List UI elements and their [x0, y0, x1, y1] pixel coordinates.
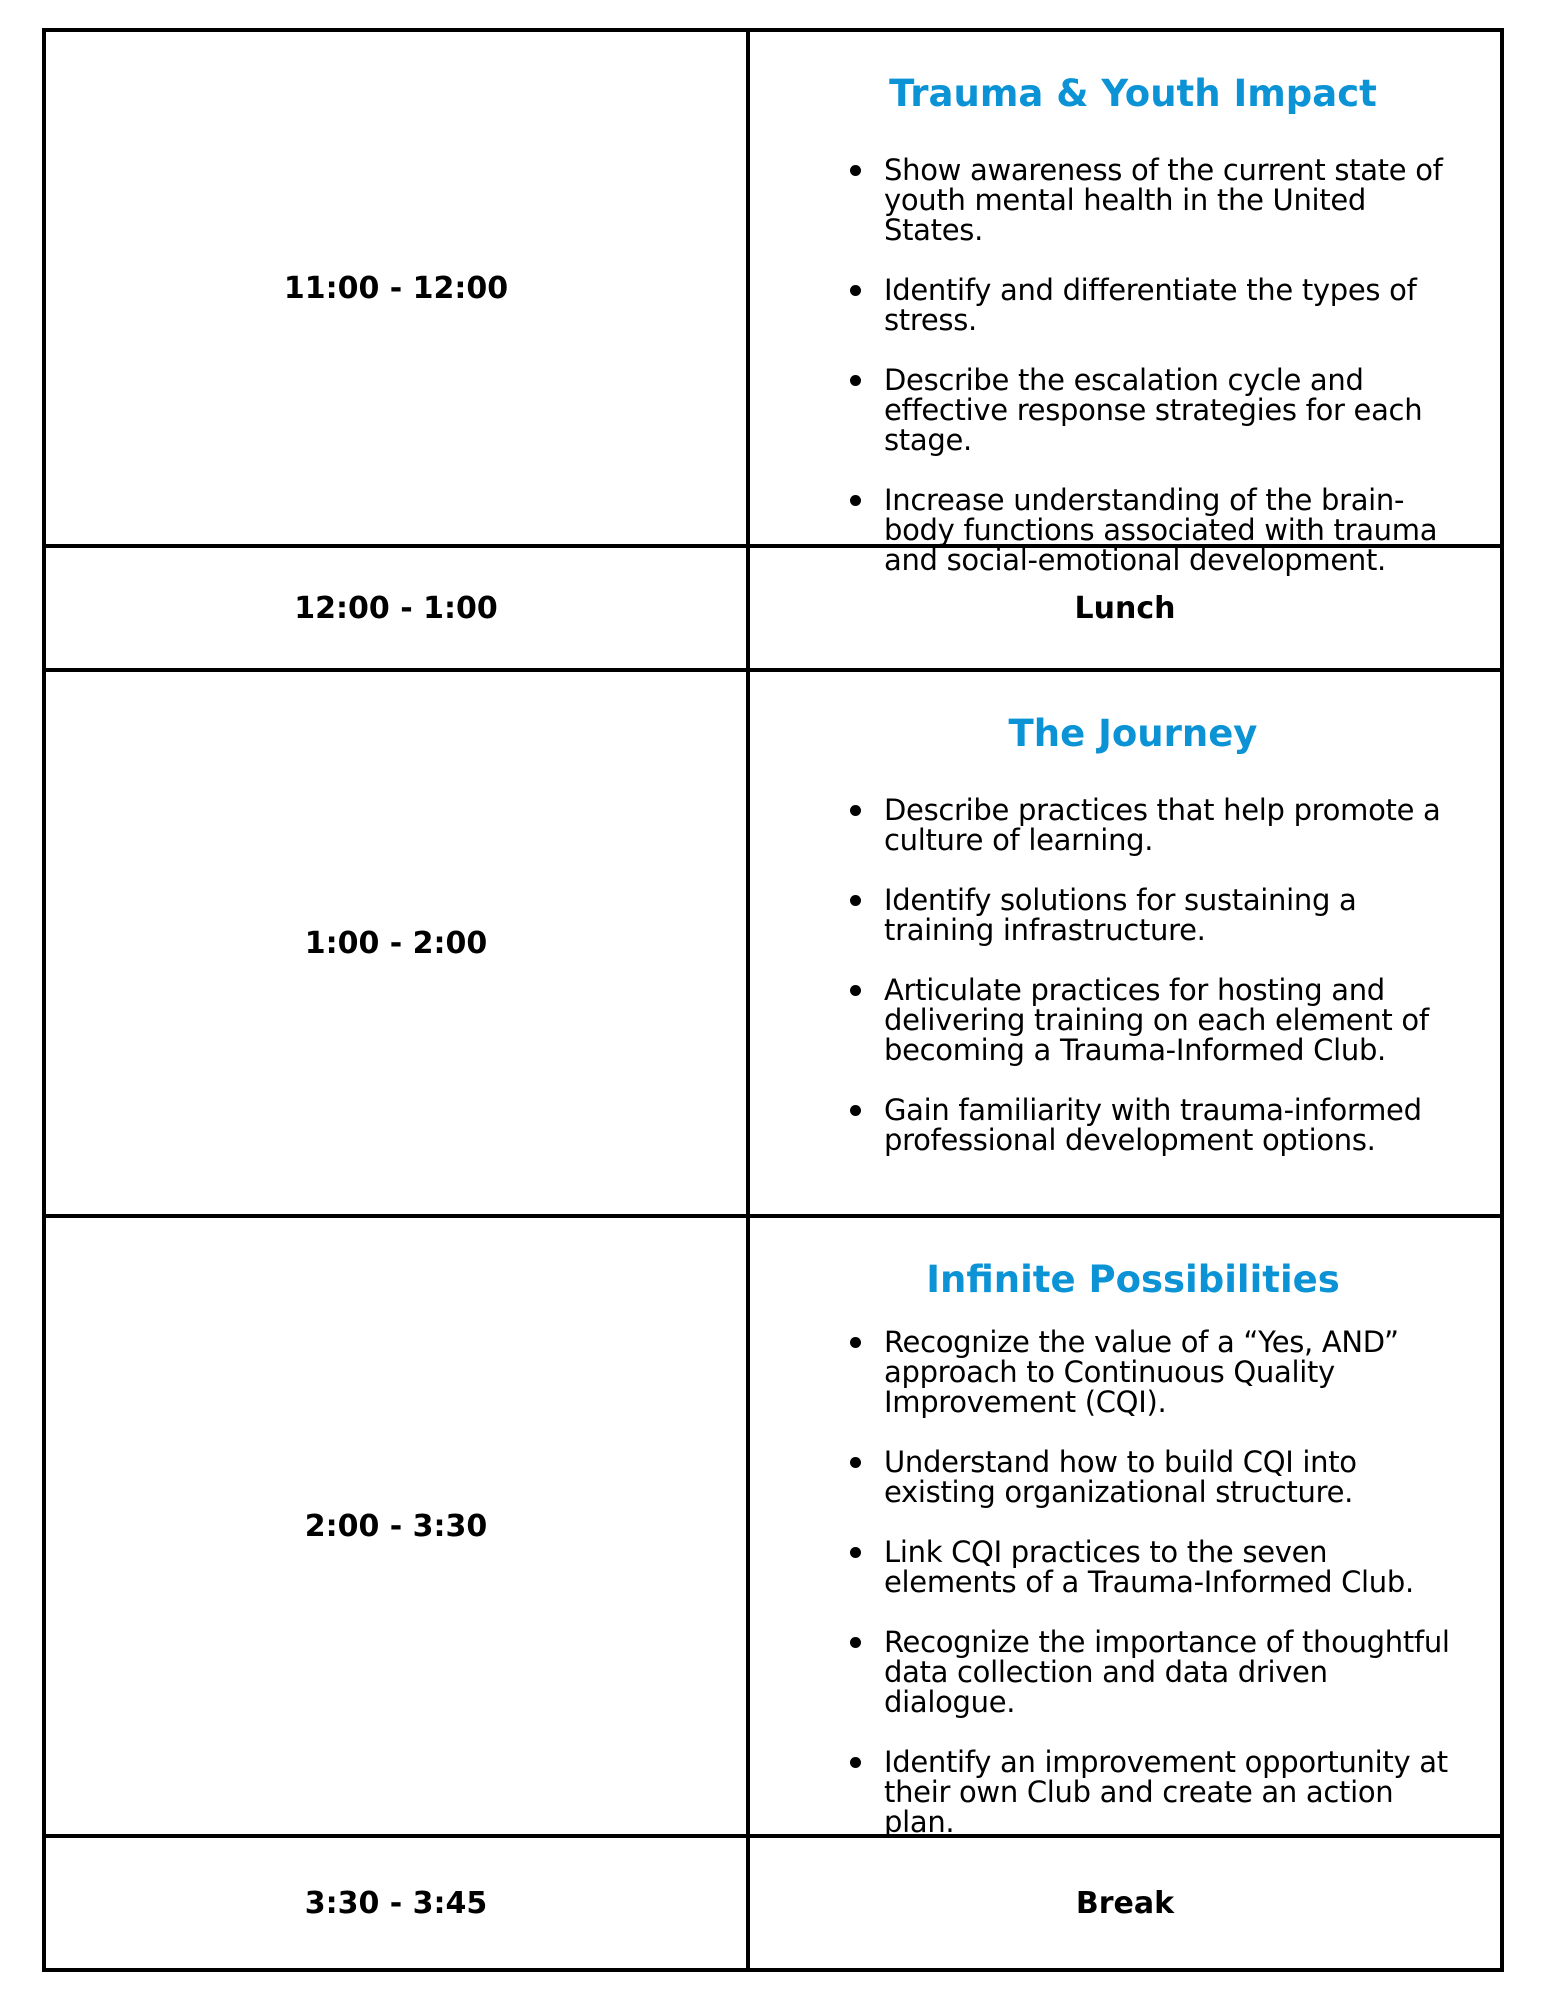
- objective-text: Link CQI practices to the seven elements of a Trauma-Informed Club.: [884, 1534, 1414, 1599]
- bullet-icon: [850, 805, 861, 816]
- objective-list: [800, 152, 1466, 605]
- objective-text: Recognize the value of a “Yes, AND” approach to Continuous Quality Improvement (CQI).: [884, 1324, 1399, 1419]
- bullet-icon: [850, 985, 861, 996]
- time-label: 11:00 - 12:00: [283, 270, 509, 306]
- objective-text: Show awareness of the current state of youth mental health in the United States.: [884, 152, 1443, 247]
- session-title: Trauma & Youth Impact: [889, 72, 1377, 115]
- time-label: 1:00 - 2:00: [304, 925, 488, 961]
- objective-text: Recognize the importance of thoughtful data collection and data driven dialogue.: [884, 1624, 1450, 1719]
- time-cell-1: [46, 32, 750, 548]
- objective-list: [800, 1324, 1466, 1867]
- objective-text: Describe practices that help promote a culture of learning.: [884, 792, 1441, 857]
- list-item: [800, 362, 1466, 457]
- objective-text: Articulate practices for hosting and delivering training on each element of becoming a Trauma-Informed Club.: [884, 972, 1429, 1067]
- objective-text: Describe the escalation cycle and effective response strategies for each stage.: [884, 362, 1423, 457]
- bullet-icon: [850, 1757, 861, 1768]
- list-item: [800, 792, 1466, 857]
- bullet-icon: [850, 375, 861, 386]
- time-cell-2: [46, 548, 750, 672]
- list-item: [800, 1534, 1466, 1599]
- list-item: [800, 1744, 1466, 1839]
- schedule-table: [42, 28, 1504, 1972]
- list-item: [800, 1324, 1466, 1419]
- bullet-icon: [850, 895, 861, 906]
- list-item: [800, 1092, 1466, 1157]
- bullet-icon: [850, 1337, 861, 1348]
- break-label: Break: [1075, 1885, 1175, 1921]
- session-cell-1: [750, 32, 1500, 577]
- list-item: [800, 1624, 1466, 1719]
- list-item: [800, 272, 1466, 337]
- session-title: Infinite Possibilities: [926, 1258, 1340, 1301]
- bullet-icon: [850, 1105, 861, 1116]
- time-cell-3: [46, 672, 750, 1218]
- bullet-icon: [850, 285, 861, 296]
- objective-text: Identify an improvement opportunity at their own Club and create an action plan.: [884, 1744, 1448, 1839]
- bullet-icon: [850, 495, 861, 506]
- bullet-icon: [850, 165, 861, 176]
- break-cell: [750, 1838, 1500, 1968]
- objective-list: [800, 792, 1466, 1185]
- objective-text: Gain familiarity with trauma-informed professional development options.: [884, 1092, 1422, 1157]
- list-item: [800, 482, 1466, 577]
- session-cell-4: [750, 1218, 1500, 1838]
- list-item: [800, 1444, 1466, 1509]
- time-label: 12:00 - 1:00: [294, 590, 498, 626]
- session-cell-3: [750, 672, 1500, 1218]
- time-cell-4: [46, 1218, 750, 1838]
- objective-text: Increase understanding of the brain-body functions associated with trauma and social-emotional development.: [884, 482, 1438, 577]
- bullet-icon: [850, 1457, 861, 1468]
- bullet-icon: [850, 1637, 861, 1648]
- objective-text: Identify solutions for sustaining a training infrastructure.: [884, 882, 1357, 947]
- objective-text: Understand how to build CQI into existing organizational structure.: [884, 1444, 1357, 1509]
- list-item: [800, 152, 1466, 247]
- time-label: 3:30 - 3:45: [304, 1885, 488, 1921]
- list-item: [800, 972, 1466, 1067]
- list-item: [800, 882, 1466, 947]
- time-cell-5: [46, 1838, 750, 1968]
- objective-text: Identify and differentiate the types of stress.: [884, 272, 1417, 337]
- lunch-label: Lunch: [1074, 590, 1176, 626]
- bullet-icon: [850, 1547, 861, 1558]
- session-title: The Journey: [1008, 712, 1258, 755]
- time-label: 2:00 - 3:30: [304, 1508, 488, 1544]
